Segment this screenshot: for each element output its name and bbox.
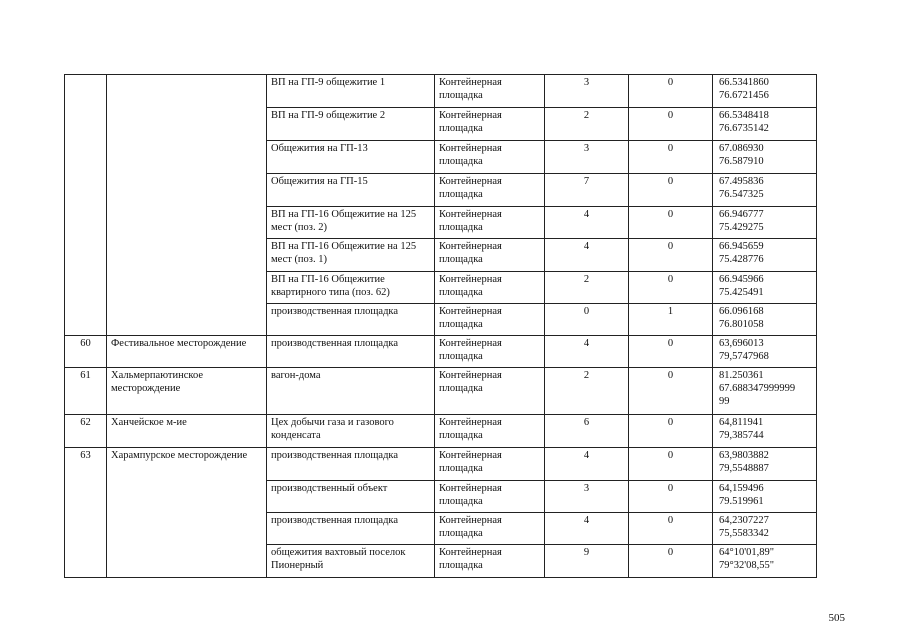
count-cell: 2 <box>545 108 629 141</box>
count-cell: 4 <box>545 513 629 545</box>
field-name-cell: Харампурское месторождение <box>107 448 267 578</box>
object-cell: ВП на ГП-16 Общежитие на 125 мест (поз. 1) <box>267 239 435 272</box>
coordinates-cell: 66.945966 75.425491 <box>713 272 817 304</box>
count-cell: 3 <box>545 141 629 174</box>
field-name-cell: Хальмерпаютинское месторождение <box>107 368 267 415</box>
value-cell: 0 <box>629 141 713 174</box>
coordinates-cell: 64,811941 79,385744 <box>713 415 817 448</box>
row-number-cell: 62 <box>65 415 107 448</box>
count-cell: 2 <box>545 368 629 415</box>
object-cell: ВП на ГП-9 общежитие 2 <box>267 108 435 141</box>
coordinates-cell: 63,9803882 79,5548887 <box>713 448 817 481</box>
row-number-cell: 60 <box>65 336 107 368</box>
value-cell: 1 <box>629 304 713 336</box>
value-cell: 0 <box>629 415 713 448</box>
coordinates-cell: 64,2307227 75,5583342 <box>713 513 817 545</box>
value-cell: 0 <box>629 108 713 141</box>
value-cell: 0 <box>629 481 713 513</box>
coordinates-cell: 66.945659 75.428776 <box>713 239 817 272</box>
table-row <box>65 336 817 368</box>
coordinates-cell: 64°10'01,89" 79°32'08,55" <box>713 545 817 578</box>
object-cell: производственная площадка <box>267 336 435 368</box>
value-cell: 0 <box>629 75 713 108</box>
type-cell: Контейнерная площадка <box>435 336 545 368</box>
object-cell: ВП на ГП-16 Общежитие квартирного типа (поз. 62) <box>267 272 435 304</box>
type-cell: Контейнерная площадка <box>435 448 545 481</box>
count-cell: 0 <box>545 304 629 336</box>
field-name-cell: Ханчейское м-ие <box>107 415 267 448</box>
count-cell: 4 <box>545 448 629 481</box>
field-name-cell <box>107 75 267 336</box>
object-cell: производственный объект <box>267 481 435 513</box>
row-number-cell <box>65 75 107 336</box>
object-cell: общежития вахтовый поселок Пионерный <box>267 545 435 578</box>
coordinates-cell: 64,159496 79.519961 <box>713 481 817 513</box>
value-cell: 0 <box>629 545 713 578</box>
count-cell: 2 <box>545 272 629 304</box>
coordinates-cell: 66.946777 75.429275 <box>713 207 817 239</box>
type-cell: Контейнерная площадка <box>435 415 545 448</box>
coordinates-cell: 63,696013 79,5747968 <box>713 336 817 368</box>
row-number-cell: 63 <box>65 448 107 578</box>
value-cell: 0 <box>629 174 713 207</box>
type-cell: Контейнерная площадка <box>435 108 545 141</box>
type-cell: Контейнерная площадка <box>435 207 545 239</box>
object-cell: Общежития на ГП-15 <box>267 174 435 207</box>
type-cell: Контейнерная площадка <box>435 75 545 108</box>
count-cell: 4 <box>545 207 629 239</box>
type-cell: Контейнерная площадка <box>435 239 545 272</box>
row-number-cell: 61 <box>65 368 107 415</box>
type-cell: Контейнерная площадка <box>435 545 545 578</box>
object-cell: Общежития на ГП-13 <box>267 141 435 174</box>
coordinates-cell: 66.096168 76.801058 <box>713 304 817 336</box>
type-cell: Контейнерная площадка <box>435 174 545 207</box>
value-cell: 0 <box>629 239 713 272</box>
coordinates-cell: 66.5348418 76.6735142 <box>713 108 817 141</box>
data-table <box>64 74 817 578</box>
value-cell: 0 <box>629 513 713 545</box>
value-cell: 0 <box>629 448 713 481</box>
object-cell: ВП на ГП-9 общежитие 1 <box>267 75 435 108</box>
type-cell: Контейнерная площадка <box>435 304 545 336</box>
table-row <box>65 415 817 448</box>
object-cell: производственная площадка <box>267 448 435 481</box>
coordinates-cell: 66.5341860 76.6721456 <box>713 75 817 108</box>
object-cell: вагон-дома <box>267 368 435 415</box>
field-name-cell: Фестивальное месторождение <box>107 336 267 368</box>
table-row <box>65 368 817 415</box>
count-cell: 4 <box>545 336 629 368</box>
coordinates-cell: 67.086930 76.587910 <box>713 141 817 174</box>
page-number: 505 <box>828 612 845 624</box>
count-cell: 3 <box>545 481 629 513</box>
count-cell: 7 <box>545 174 629 207</box>
value-cell: 0 <box>629 368 713 415</box>
table-row <box>65 75 817 108</box>
coordinates-cell: 81.250361 67.688347999999 99 <box>713 368 817 415</box>
count-cell: 9 <box>545 545 629 578</box>
object-cell: производственная площадка <box>267 304 435 336</box>
count-cell: 3 <box>545 75 629 108</box>
type-cell: Контейнерная площадка <box>435 513 545 545</box>
count-cell: 6 <box>545 415 629 448</box>
type-cell: Контейнерная площадка <box>435 368 545 415</box>
table-row <box>65 448 817 481</box>
object-cell: ВП на ГП-16 Общежитие на 125 мест (поз. 2) <box>267 207 435 239</box>
type-cell: Контейнерная площадка <box>435 141 545 174</box>
value-cell: 0 <box>629 207 713 239</box>
coordinates-cell: 67.495836 76.547325 <box>713 174 817 207</box>
object-cell: производственная площадка <box>267 513 435 545</box>
count-cell: 4 <box>545 239 629 272</box>
value-cell: 0 <box>629 272 713 304</box>
type-cell: Контейнерная площадка <box>435 481 545 513</box>
type-cell: Контейнерная площадка <box>435 272 545 304</box>
value-cell: 0 <box>629 336 713 368</box>
object-cell: Цех добычи газа и газового конденсата <box>267 415 435 448</box>
